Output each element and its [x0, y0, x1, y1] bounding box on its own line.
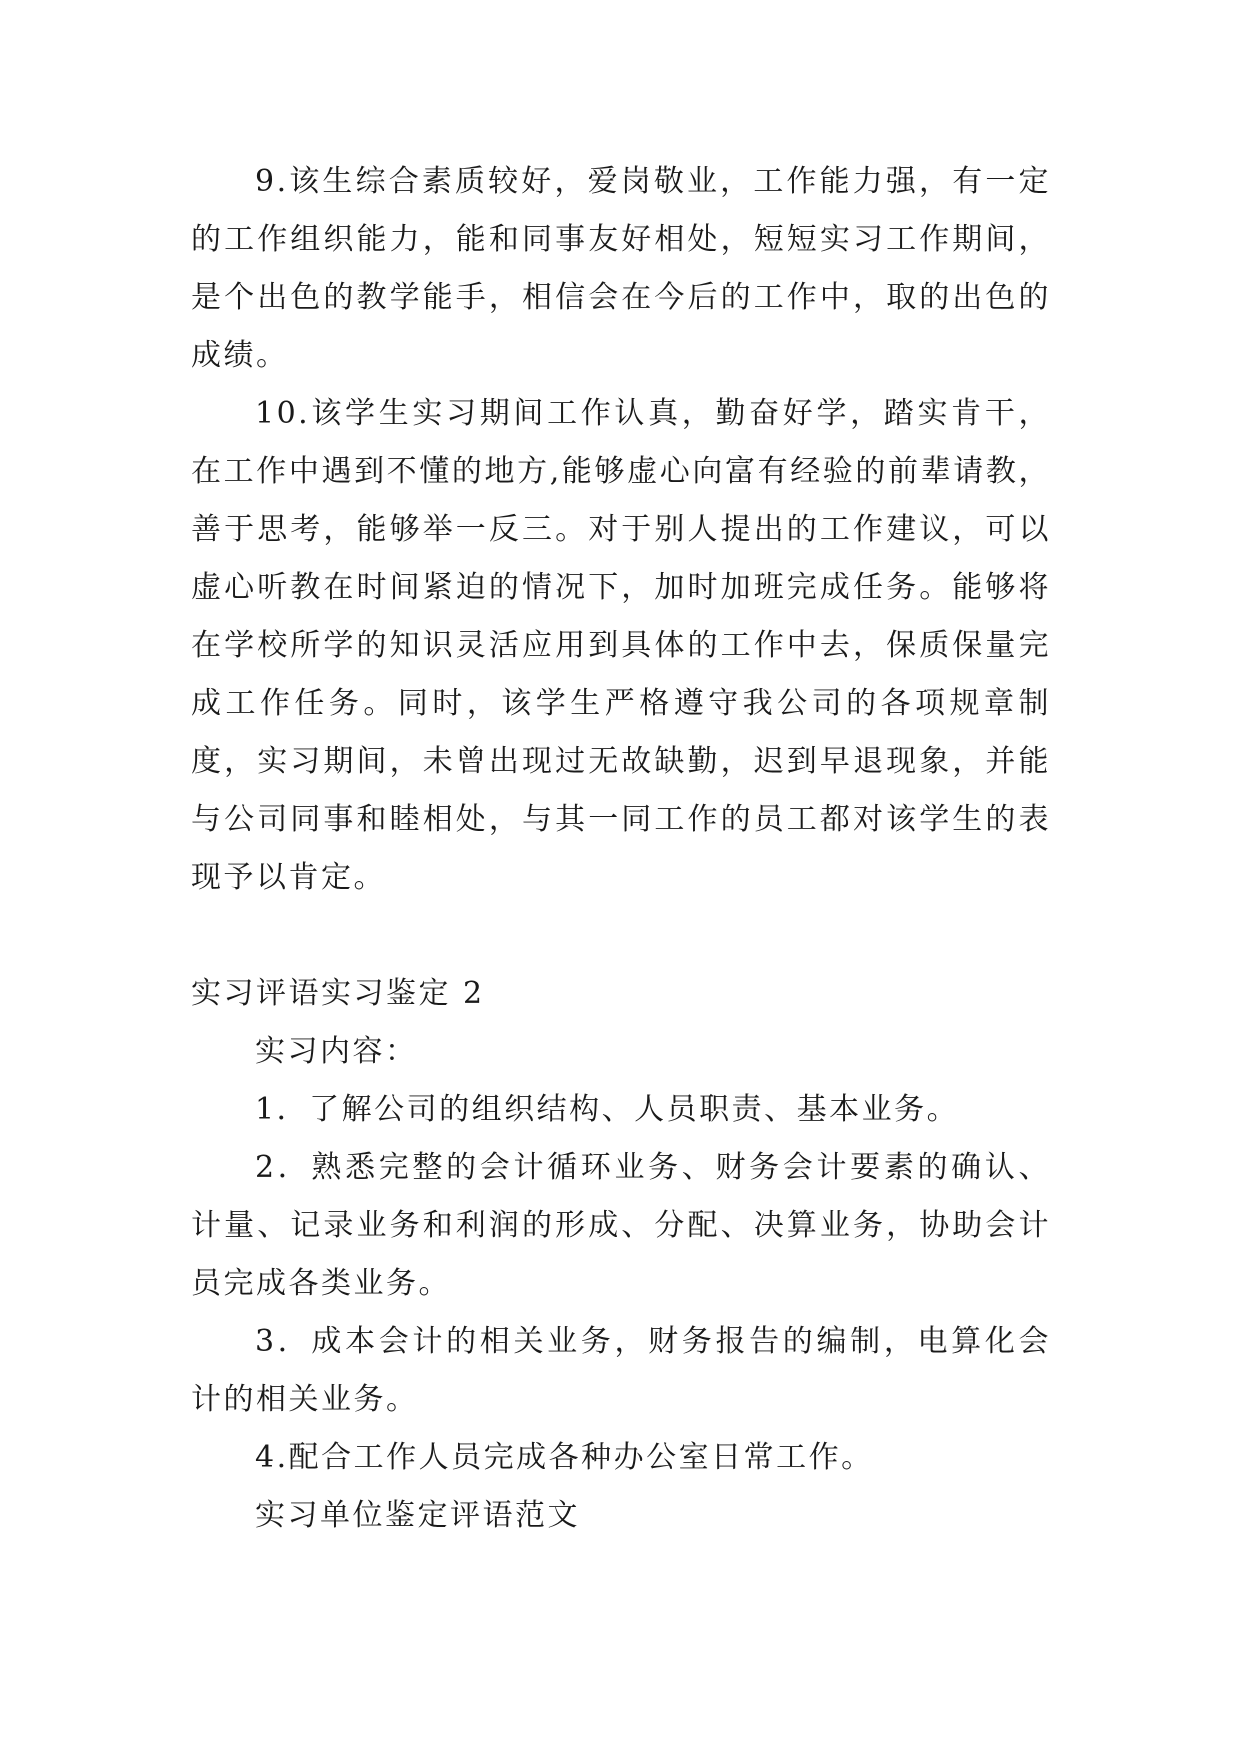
document-body	[191, 153, 1051, 1545]
section-paragraph-content-label: 实习内容：	[255, 1034, 418, 1069]
section-heading: 实习评语实习鉴定 2	[191, 976, 485, 1011]
section-paragraph-4: 4.配合工作人员完成各种办公室日常工作。	[255, 1440, 874, 1475]
section-paragraph-3: 3．成本会计的相关业务，财务报告的编制，电算化会计的相关业务。	[191, 1324, 1051, 1417]
section-paragraph-1: 1．了解公司的组织结构、人员职责、基本业务。	[255, 1092, 960, 1127]
section-spacer	[191, 907, 1051, 965]
section-paragraph-2: 2．熟悉完整的会计循环业务、财务会计要素的确认、计量、记录业务和利润的形成、分配、决算业务，协助会计员完成各类业务。	[191, 1150, 1051, 1301]
paragraph-item-10: 10.该学生实习期间工作认真，勤奋好学，踏实肯干，在工作中遇到不懂的地方,能够虚心向富有经验的前辈请教，善于思考，能够举一反三。对于别人提出的工作建议，可以虚心听教在时间紧迫的情况下，加时加班完成任务。能够将在学校所学的知识灵活应用到具体的工作中去，保质保量完成工作任务。同时，该学生严格遵守我公司的各项规章制度，实习期间，未曾出现过无故缺勤，迟到早退现象，并能与公司同事和睦相处，与其一同工作的员工都对该学生的表现予以肯定。	[191, 396, 1051, 895]
section-subheading: 实习单位鉴定评语范文	[255, 1498, 580, 1533]
paragraph-item-9: 9.该生综合素质较好，爱岗敬业，工作能力强，有一定的工作组织能力，能和同事友好相处，短短实习工作期间，是个出色的教学能手，相信会在今后的工作中，取的出色的成绩。	[191, 164, 1051, 373]
